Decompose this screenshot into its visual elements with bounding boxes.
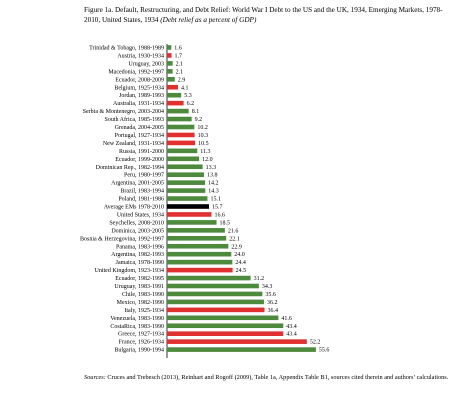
category-label: South Africa, 1985-1993: [104, 117, 164, 124]
bar: [167, 300, 264, 305]
category-label: Russia, 1991-2000: [119, 148, 164, 155]
bar: [167, 347, 316, 352]
category-label: Argentina, 1982-1993: [111, 252, 164, 259]
bar-value-label: 13.3: [205, 164, 217, 171]
bar-value-label: 14.2: [208, 180, 219, 187]
bar: [167, 133, 195, 138]
bar-value-label: 52.2: [309, 339, 321, 346]
bar-value-label: 43.4: [286, 323, 297, 330]
bar: [167, 331, 283, 336]
bar: [167, 125, 194, 130]
bar-value-label: 6.2: [186, 101, 195, 108]
category-label: Brazil, 1983-1994: [120, 188, 164, 195]
category-label: Macedonia, 1992-1997: [108, 69, 164, 76]
bar-value-label: 36.4: [267, 307, 278, 314]
bar: [167, 77, 175, 82]
category-label: Argentina, 2001-2005: [111, 180, 164, 187]
bar: [167, 228, 225, 233]
bar-value-label: 15.1: [210, 196, 221, 203]
category-label: Average EMs 1978-2010: [103, 204, 164, 211]
bar-value-label: 10.2: [197, 125, 208, 131]
bar-value-label: 21.6: [227, 228, 239, 235]
bar: [167, 93, 181, 98]
bar: [167, 45, 171, 50]
bar: [167, 308, 265, 313]
bar-value-label: 11.3: [200, 148, 211, 155]
bar-value-label: 2.1: [175, 61, 184, 68]
bar-value-label: 41.6: [281, 315, 292, 322]
bar-value-label: 2.1: [175, 69, 184, 76]
bar-value-label: 10.3: [197, 132, 209, 139]
bar-value-label: 43.4: [286, 331, 297, 338]
bar: [167, 157, 199, 162]
bar: [167, 252, 231, 257]
category-label: Italy, 1925-1934: [124, 307, 164, 314]
category-label: Trinidad & Tobago, 1988-1989: [89, 45, 164, 52]
category-label: Jamaica, 1978-1990: [115, 260, 164, 267]
bar: [167, 141, 195, 146]
bar-value-label: 13.8: [206, 172, 218, 179]
bar-value-label: 34.3: [261, 284, 273, 290]
bar-value-label: 35.6: [265, 291, 276, 298]
category-label: Panama, 1983-1996: [116, 244, 164, 251]
category-label: Ecuador, 2008-2009: [115, 77, 164, 84]
bar-value-label: 55.6: [318, 347, 330, 354]
category-label: New Zealand, 1931-1934: [102, 140, 164, 147]
category-label: Jordan, 1989-1993: [119, 93, 164, 100]
bar: [167, 276, 251, 281]
bar-value-label: 8.1: [191, 109, 200, 116]
bar-value-label: 15.7: [212, 204, 223, 211]
category-label: United Kingdom, 1923-1934: [94, 268, 164, 275]
bar: [167, 292, 262, 297]
bar: [167, 149, 197, 154]
bar-value-label: 1.6: [174, 45, 182, 52]
category-label: United States, 1934: [116, 212, 164, 219]
bar-value-label: 24.0: [234, 252, 245, 259]
category-label: Portugal, 1927-1934: [114, 132, 164, 139]
bar: [167, 69, 173, 74]
bar: [167, 339, 307, 344]
category-label: Poland, 1981-1986: [118, 196, 164, 203]
bar-value-label: 31.2: [253, 276, 265, 283]
bar: [167, 220, 217, 225]
bar-value-label: 36.2: [266, 299, 278, 306]
bar: [167, 85, 178, 90]
bar: [167, 188, 205, 193]
category-label: Australia, 1931-1934: [113, 101, 164, 108]
bar-value-label: 24.5: [235, 268, 247, 275]
bar: [167, 323, 283, 328]
bar: [167, 196, 207, 201]
bar: [167, 260, 232, 265]
bar: [167, 164, 203, 169]
bar: [167, 53, 172, 58]
category-label: CostaRica, 1983-1990: [110, 323, 164, 330]
category-label: Mexico, 1982-1990: [116, 299, 164, 306]
bar-value-label: 2.9: [177, 77, 186, 84]
bar-value-label: 12.0: [202, 156, 213, 163]
category-label: Chile, 1983-1990: [122, 291, 164, 298]
category-label: Serbia & Montenegro, 2003-2004: [82, 109, 164, 116]
category-label: Grenada, 2004-2005: [114, 125, 164, 131]
bar-value-label: 10.5: [198, 140, 209, 147]
category-label: Dominican Rep., 1982-1994: [95, 164, 164, 171]
category-label: Belgium, 1925-1934: [114, 85, 164, 92]
bar: [167, 172, 204, 177]
bar: [167, 204, 209, 209]
bar: [167, 101, 184, 106]
bar: [167, 268, 233, 273]
category-label: Venezuela, 1983-1990: [110, 315, 164, 322]
bar-value-label: 9.2: [194, 117, 203, 124]
bar-value-label: 14.3: [208, 188, 219, 195]
chart-title-text: Figure 1a. Default, Restructuring, and Debt Relief: World War I Debt to the US and the UK, 1934, Emerging Markets, 1978-2010, United States, 1934: [84, 6, 443, 24]
category-label: Austria, 1930-1934: [117, 53, 164, 60]
bar-value-label: 4.1: [180, 85, 189, 92]
category-label: Bosnia & Herzegovina, 1992-1997: [80, 236, 164, 243]
category-label: Seychelles, 2008-2010: [109, 220, 164, 227]
bar: [167, 117, 192, 122]
bar: [167, 316, 278, 321]
bar: [167, 212, 211, 217]
source-label: Sources:: [84, 374, 106, 381]
source-note: [84, 374, 454, 383]
category-label: Bulgaria, 1990-1994: [114, 347, 164, 354]
bar-value-label: 1.7: [174, 53, 183, 60]
category-label: France, 1926-1934: [118, 339, 164, 346]
bar: [167, 236, 226, 241]
bar: [167, 109, 189, 114]
bars-group: [80, 45, 329, 353]
bar: [167, 180, 205, 185]
bar-value-label: 16.6: [214, 212, 225, 219]
bar-value-label: 18.5: [219, 220, 231, 227]
source-text: Cruces and Trebesch (2013), Reinhart and Rogoff (2009), Table 1a, Appendix Table B1, sources cited therein and authors’ calculations.: [107, 374, 449, 381]
category-label: Uruguay, 1983-1991: [114, 284, 164, 290]
bar: [167, 284, 259, 289]
bar-value-label: 22.1: [229, 236, 240, 243]
bar-value-label: 24.4: [235, 260, 246, 267]
bar: [167, 244, 228, 249]
category-label: Dominica, 2003-2005: [111, 228, 164, 235]
bar: [167, 61, 173, 66]
category-label: Ecuador, 1982-1995: [115, 276, 164, 283]
category-label: Peru, 1980-1997: [124, 172, 164, 179]
category-label: Greece, 1927-1934: [118, 331, 164, 338]
category-label: Ecuador, 1999-2000: [115, 156, 164, 163]
bar-value-label: 22.9: [231, 244, 242, 251]
category-label: Uruguay, 2003: [128, 61, 164, 68]
chart-title-unit: (Debt relief as a percent of GDP): [160, 16, 257, 24]
bar-value-label: 5.3: [184, 93, 192, 100]
